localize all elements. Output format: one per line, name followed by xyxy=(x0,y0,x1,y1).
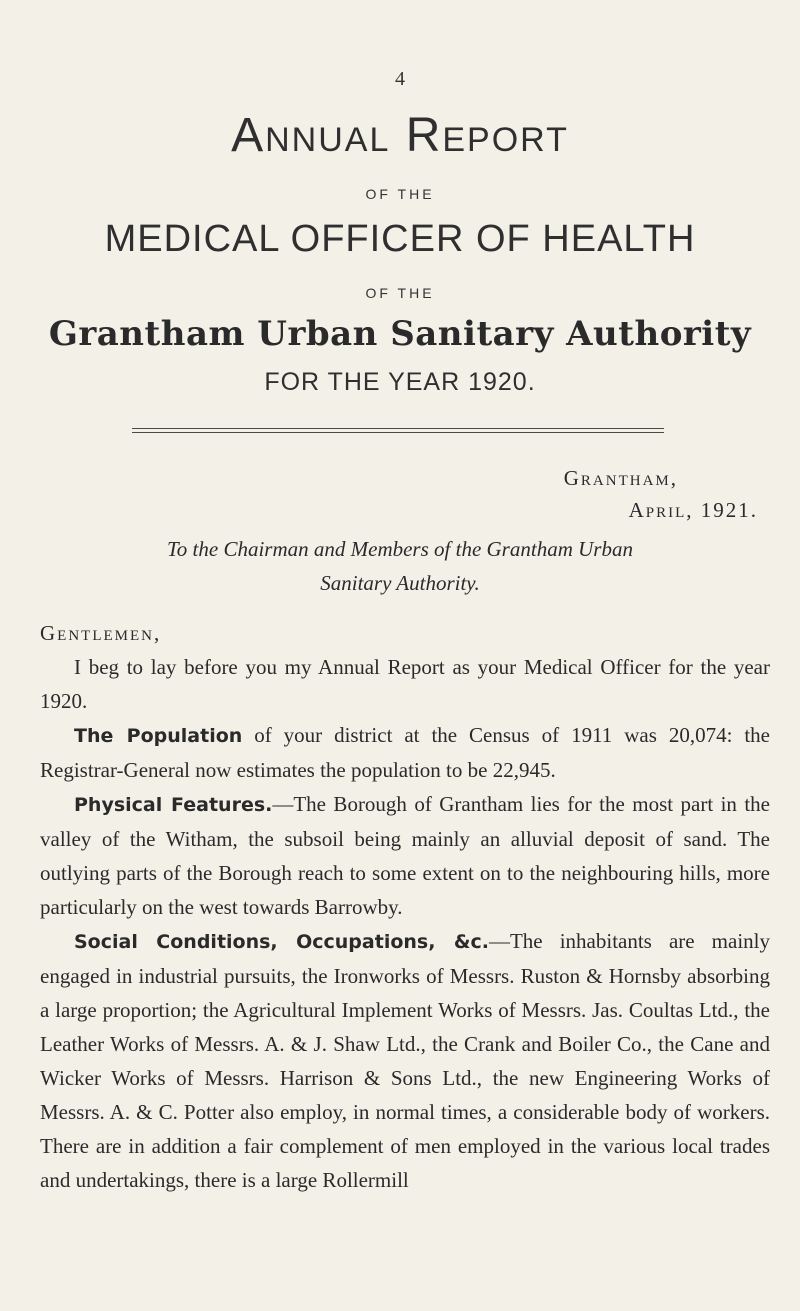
section-text: —The inhabitants are mainly engaged in industrial pursuits, the Ironworks of Messrs. Ruston & Hornsby absorbing a large proportion; the Agricultural Implement Works of Messrs. Jas. Coultas Ltd., the Leather Works of Messrs. A. & J. Shaw Ltd., the Crank and Boiler Co., the Cane and Wicker Works of Messrs. Harrison & Sons Ltd., the new Engineering Works of Messrs. A. & C. Potter also employ, in normal times, a considerable body of workers. There are in addition a fair complement of men employed in the various local trades and undertakings, there is a large Rollermill xyxy=(40,929,771,1192)
letter-date: April, 1921. xyxy=(628,498,758,522)
section-paragraph xyxy=(40,924,770,1197)
section-text: of your district at the Census of 1911 was 20,074: the Registrar-General now estimates the population to be 22,945. xyxy=(40,723,771,782)
divider-rule xyxy=(132,428,664,429)
section-heading: Physical Features. xyxy=(74,794,273,816)
section-heading: The Population xyxy=(74,725,243,747)
of-the-line-1: OF THE xyxy=(365,186,435,202)
of-the-line-2: OF THE xyxy=(365,285,435,301)
letter-body xyxy=(40,616,770,1197)
salutation: Gentlemen, xyxy=(40,621,162,645)
section-heading: Social Conditions, Occupations, &c. xyxy=(74,931,489,953)
letter-place: Grantham, xyxy=(563,466,678,490)
letter-address xyxy=(0,532,800,600)
report-title: Annual Report xyxy=(231,109,569,162)
divider-rule xyxy=(132,432,664,433)
address-line-2: Sanitary Authority. xyxy=(320,571,480,595)
page-number: 4 xyxy=(395,68,405,90)
section-paragraph xyxy=(40,718,770,787)
section-text: —The Borough of Grantham lies for the most part in the valley of the Witham, the subsoil being mainly an alluvial deposit of sand. The outlying parts of the Borough reach to some extent on to the neighbouring hills, more particularly on the west towards Barrowby. xyxy=(40,792,770,919)
address-line-1: To the Chairman and Members of the Grantham Urban xyxy=(167,537,633,561)
section-paragraph xyxy=(40,787,770,924)
authority-name: Grantham Urban Sanitary Authority xyxy=(48,314,752,354)
intro-paragraph: I beg to lay before you my Annual Report as your Medical Officer for the year 1920. xyxy=(40,655,770,713)
report-year: FOR THE YEAR 1920. xyxy=(264,368,536,396)
report-subtitle: MEDICAL OFFICER OF HEALTH xyxy=(104,218,696,260)
